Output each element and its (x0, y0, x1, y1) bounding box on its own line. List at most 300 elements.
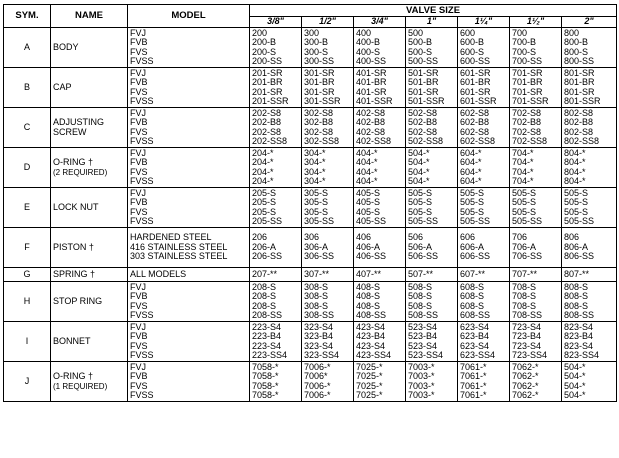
part-number: 204-* (252, 147, 274, 158)
part-number: 7058-* (252, 361, 279, 372)
part-number: 523-SS4 (408, 350, 444, 360)
part-number: 223-B4 (252, 331, 282, 341)
part-number: 704-* (512, 166, 534, 177)
part-number: 7006-* (304, 390, 331, 400)
part-number-cell (354, 188, 406, 228)
part-number: 301-SR (304, 86, 335, 97)
part-number: 408-S (356, 300, 381, 311)
part-name-line: BONNET (53, 335, 91, 346)
part-number: 504-* (564, 380, 586, 391)
table-row (4, 322, 617, 362)
part-number: 408-S (356, 291, 381, 301)
part-number: 505-SS (460, 216, 491, 226)
part-number: 700-SS (512, 56, 543, 66)
part-number-cell (250, 148, 302, 188)
table-row (4, 68, 617, 108)
part-number: 604-* (460, 176, 482, 186)
part-number-cell (562, 148, 617, 188)
model-cell (128, 28, 250, 68)
part-number: 405-S (356, 187, 381, 198)
part-number: 223-S4 (252, 321, 282, 332)
model-cell (128, 282, 250, 322)
part-number: 606-SS (460, 251, 491, 262)
part-number: 608-S (460, 291, 485, 301)
part-number-cell (354, 28, 406, 68)
part-number: 523-S4 (408, 321, 438, 332)
part-number: 505-S (564, 197, 589, 207)
part-number: 201-SSR (252, 96, 289, 106)
part-number: 306-SS (304, 251, 335, 262)
part-number-cell (406, 28, 458, 68)
part-number: 508-S (408, 281, 433, 292)
sym-cell: J (4, 362, 51, 402)
part-number: 604-* (460, 147, 482, 158)
part-number: 405-S (356, 206, 381, 217)
part-number: 323-B4 (304, 331, 334, 341)
part-number: 505-S (460, 206, 485, 217)
part-number: 708-SS (512, 310, 543, 320)
part-number: 307-** (304, 268, 330, 279)
part-number: 204-* (252, 157, 274, 167)
model-line: FVS (130, 206, 148, 217)
part-number: 708-S (512, 300, 537, 311)
part-number: 604-* (460, 157, 482, 167)
header-model: MODEL (128, 5, 250, 28)
model-line: FVS (130, 86, 148, 97)
part-number: 7003-* (408, 380, 435, 391)
model-line: FVS (130, 126, 148, 137)
part-number: 808-S (564, 300, 589, 311)
part-number: 801-BR (564, 77, 595, 87)
part-number: 7006* (304, 371, 328, 381)
part-number: 500-S (408, 46, 433, 57)
part-number: 206-A (252, 241, 277, 252)
table-row (4, 148, 617, 188)
part-name-line: (2 REQUIRED) (53, 167, 108, 177)
part-number: 505-S (512, 197, 537, 207)
part-number: 300-SS (304, 56, 335, 66)
part-name-cell (51, 68, 128, 108)
part-number: 423-SS4 (356, 350, 392, 360)
part-number: 7003-* (408, 390, 435, 400)
part-number: 800-SS (564, 56, 595, 66)
part-number: 808-S (564, 281, 589, 292)
part-number: 304-* (304, 157, 326, 167)
part-number: 423-B4 (356, 331, 386, 341)
part-number-cell (250, 188, 302, 228)
part-number: 301-SSR (304, 96, 341, 106)
part-number: 801-SSR (564, 96, 601, 106)
part-number: 7061-* (460, 380, 487, 391)
part-number: 801-SR (564, 86, 595, 97)
part-number-cell (250, 362, 302, 402)
part-number: 208-SS (252, 310, 283, 320)
part-number: 601-SR (460, 67, 491, 78)
part-number: 302-S8 (304, 107, 334, 118)
sym-cell: A (4, 28, 51, 68)
model-cell (128, 268, 250, 282)
part-number: 208-S (252, 300, 277, 311)
part-number: 505-S (460, 197, 485, 207)
part-name-cell (51, 108, 128, 148)
part-number: 201-BR (252, 77, 283, 87)
part-number: 502-S8 (408, 107, 438, 118)
part-name-line: O-RING † (53, 371, 94, 381)
sym-cell: H (4, 282, 51, 322)
part-number: 406-SS (356, 251, 387, 262)
part-number-cell (406, 268, 458, 282)
part-number: 206-SS (252, 251, 283, 262)
part-number: 202-S8 (252, 107, 282, 118)
part-number: 608-SS (460, 310, 491, 320)
part-number: 708-S (512, 281, 537, 292)
part-number: 700-B (512, 37, 537, 47)
part-number: 502-B8 (408, 117, 438, 127)
part-number: 208-S (252, 281, 277, 292)
part-number: 401-BR (356, 77, 387, 87)
part-number: 7062-* (512, 380, 539, 391)
part-number: 505-S (408, 206, 433, 217)
valve-parts-table (3, 4, 617, 402)
sym-cell: C (4, 108, 51, 148)
part-number-cell (302, 188, 354, 228)
part-number-cell (406, 188, 458, 228)
part-name-line: BODY (53, 41, 79, 52)
model-line: FVSS (130, 350, 154, 360)
table-row (4, 188, 617, 228)
part-number-cell (562, 68, 617, 108)
sym-cell: B (4, 68, 51, 108)
part-number: 723-SS4 (512, 350, 548, 360)
header-name: NAME (51, 5, 128, 28)
part-number-cell (354, 322, 406, 362)
part-number: 7062-* (512, 390, 539, 400)
part-number: 802-S8 (564, 107, 594, 118)
part-number: 405-S (356, 197, 381, 207)
part-number: 206 (252, 232, 268, 243)
part-number-cell (510, 362, 562, 402)
part-number: 504-* (564, 390, 586, 400)
part-number: 623-SS4 (460, 350, 496, 360)
model-line: FVJ (130, 361, 147, 372)
part-number: 508-S (408, 291, 433, 301)
size-header-2: 3/4" (354, 17, 406, 28)
part-number-cell (458, 108, 510, 148)
part-number: 205-S (252, 187, 277, 198)
part-number: 202-SS8 (252, 136, 288, 146)
part-number: 7006-* (304, 361, 331, 372)
part-number: 623-S4 (460, 340, 490, 351)
part-number: 501-SR (408, 67, 439, 78)
part-number: 501-SSR (408, 96, 445, 106)
part-name-cell (51, 28, 128, 68)
part-number: 500-SS (408, 56, 439, 66)
part-number: 706-SS (512, 251, 543, 262)
part-number: 602-SS8 (460, 136, 496, 146)
part-number: 602-B8 (460, 117, 490, 127)
part-number: 7025-* (356, 371, 383, 381)
part-number: 505-S (460, 187, 485, 198)
part-number-cell (406, 228, 458, 268)
part-number: 804-* (564, 166, 586, 177)
size-header-4: 1¹⁄₄" (458, 17, 510, 28)
part-number: 704-* (512, 176, 534, 186)
part-number: 306 (304, 232, 320, 243)
size-header-1: 1/2" (302, 17, 354, 28)
part-number-cell (510, 228, 562, 268)
part-number: 823-B4 (564, 331, 594, 341)
part-number-cell (458, 228, 510, 268)
part-number: 400 (356, 27, 372, 38)
part-number: 407-** (356, 268, 382, 279)
part-number: 808-S (564, 291, 589, 301)
part-number-cell (510, 322, 562, 362)
part-number-cell (250, 228, 302, 268)
part-number: 600-SS (460, 56, 491, 66)
part-number-cell (510, 148, 562, 188)
part-number: 205-S (252, 197, 277, 207)
part-number: 701-SR (512, 67, 543, 78)
model-line: FVB (130, 117, 148, 127)
part-number: 7025-* (356, 390, 383, 400)
part-number: 800-B (564, 37, 589, 47)
part-number-cell (562, 282, 617, 322)
sym-cell: G (4, 268, 51, 282)
model-line: FVJ (130, 321, 147, 332)
part-number-cell (354, 268, 406, 282)
part-number: 823-S4 (564, 321, 594, 332)
part-number: 523-B4 (408, 331, 438, 341)
part-number: 223-SS4 (252, 350, 288, 360)
part-number: 623-S4 (460, 321, 490, 332)
model-line: FVB (130, 197, 148, 207)
part-number: 602-S8 (460, 107, 490, 118)
part-number: 702-B8 (512, 117, 542, 127)
part-number-cell (406, 322, 458, 362)
model-line: FVS (130, 340, 148, 351)
part-number: 802-SS8 (564, 136, 600, 146)
part-number: 505-SS (512, 216, 543, 226)
part-number: 402-B8 (356, 117, 386, 127)
part-number: 402-S8 (356, 126, 386, 137)
part-number: 323-S4 (304, 340, 334, 351)
part-number: 504-* (408, 147, 430, 158)
part-number-cell (562, 28, 617, 68)
part-number: 502-S8 (408, 126, 438, 137)
header-sym: SYM. (4, 5, 51, 28)
model-line: FVS (130, 166, 148, 177)
part-number-cell (250, 322, 302, 362)
part-number: 400-S (356, 46, 381, 57)
part-number: 604-* (460, 166, 482, 177)
part-number-cell (458, 68, 510, 108)
part-number: 302-SS8 (304, 136, 340, 146)
part-number: 804-* (564, 157, 586, 167)
part-name-line: STOP RING (53, 295, 103, 306)
part-number: 7025-* (356, 380, 383, 391)
model-line: FVSS (130, 56, 154, 66)
part-number: 504-* (408, 166, 430, 177)
part-number: 504-* (408, 176, 430, 186)
part-number: 7025-* (356, 361, 383, 372)
model-line: FVS (130, 380, 148, 391)
part-number-cell (510, 68, 562, 108)
model-cell (128, 322, 250, 362)
part-number: 300-B (304, 37, 329, 47)
model-cell (128, 362, 250, 402)
model-line: FVB (130, 371, 148, 381)
part-number: 308-SS (304, 310, 335, 320)
part-number: 7062-* (512, 361, 539, 372)
part-number-cell (406, 108, 458, 148)
part-number-cell (250, 68, 302, 108)
part-number: 300-S (304, 46, 329, 57)
part-number: 305-S (304, 197, 329, 207)
part-number: 700 (512, 27, 528, 38)
part-number: 200-B (252, 37, 277, 47)
size-header-0: 3/8" (250, 17, 302, 28)
part-name-cell (51, 322, 128, 362)
part-number: 201-SR (252, 86, 283, 97)
part-number: 200-S (252, 46, 277, 57)
model-line: FVB (130, 331, 148, 341)
model-line: FVJ (130, 281, 147, 292)
model-cell (128, 68, 250, 108)
part-number-cell (250, 282, 302, 322)
part-number-cell (562, 268, 617, 282)
size-header-5: 1¹⁄₂" (510, 17, 562, 28)
parts-table-wrapper (3, 4, 617, 402)
table-row (4, 282, 617, 322)
part-number-cell (458, 282, 510, 322)
model-line: FVSS (130, 390, 154, 400)
part-number: 804-* (564, 147, 586, 158)
part-number: 701-SR (512, 86, 543, 97)
table-row (4, 108, 617, 148)
part-number: 301-SR (304, 67, 335, 78)
model-line: ALL MODELS (130, 268, 187, 279)
part-number-cell (406, 68, 458, 108)
part-number: 423-S4 (356, 340, 386, 351)
part-number: 607-** (460, 268, 486, 279)
part-number-cell (354, 68, 406, 108)
part-number-cell (302, 108, 354, 148)
model-line: FVSS (130, 216, 154, 226)
part-number: 704-* (512, 157, 534, 167)
part-number: 505-SS (408, 216, 439, 226)
part-name-cell (51, 268, 128, 282)
sym-cell: I (4, 322, 51, 362)
part-name-cell (51, 188, 128, 228)
part-number: 608-S (460, 300, 485, 311)
part-number: 806-A (564, 241, 589, 252)
part-number-cell (302, 68, 354, 108)
model-line: FVJ (130, 147, 147, 158)
part-number: 723-B4 (512, 331, 542, 341)
part-number: 305-S (304, 206, 329, 217)
part-number: 402-SS8 (356, 136, 392, 146)
part-name-line: ADJUSTING (53, 117, 105, 127)
part-number: 301-BR (304, 77, 335, 87)
part-number: 823-SS4 (564, 350, 600, 360)
part-number: 323-S4 (304, 321, 334, 332)
part-number: 501-SR (408, 86, 439, 97)
model-line: 416 STAINLESS STEEL (130, 241, 228, 252)
header-valve-size: VALVE SIZE (250, 5, 617, 17)
part-name-line: LOCK NUT (53, 201, 99, 212)
part-number: 808-SS (564, 310, 595, 320)
model-line: FVS (130, 300, 148, 311)
part-name-cell (51, 282, 128, 322)
model-line: FVSS (130, 136, 154, 146)
part-number: 800 (564, 27, 580, 38)
part-number: 408-S (356, 281, 381, 292)
part-number-cell (406, 148, 458, 188)
model-line: FVB (130, 37, 148, 47)
part-number: 202-S8 (252, 126, 282, 137)
part-number: 701-SSR (512, 96, 549, 106)
part-number: 502-SS8 (408, 136, 444, 146)
part-number: 505-S (564, 206, 589, 217)
part-number: 204-* (252, 176, 274, 186)
part-number-cell (562, 108, 617, 148)
part-number-cell (302, 228, 354, 268)
part-name-line: SPRING † (53, 268, 96, 279)
part-number-cell (406, 282, 458, 322)
part-number: 504-* (564, 371, 586, 381)
part-number: 507-** (408, 268, 434, 279)
part-number: 500-B (408, 37, 433, 47)
part-number: 404-* (356, 176, 378, 186)
part-number: 702-SS8 (512, 136, 548, 146)
part-number-cell (302, 148, 354, 188)
part-number: 208-S (252, 291, 277, 301)
part-number: 7003-* (408, 371, 435, 381)
part-name-line: CAP (53, 81, 72, 92)
part-name-line: SCREW (53, 126, 87, 137)
part-number-cell (562, 362, 617, 402)
sym-cell: F (4, 228, 51, 268)
part-number-cell (510, 108, 562, 148)
part-number: 505-S (408, 187, 433, 198)
part-number: 406-A (356, 241, 381, 252)
part-number: 504-* (564, 361, 586, 372)
size-header-6: 2" (562, 17, 617, 28)
model-line: FVJ (130, 107, 147, 118)
part-number: 704-* (512, 147, 534, 158)
part-number: 401-SSR (356, 96, 393, 106)
part-number: 308-S (304, 300, 329, 311)
model-line: FVSS (130, 176, 154, 186)
part-number: 623-B4 (460, 331, 490, 341)
part-number-cell (562, 228, 617, 268)
part-number: 7061-* (460, 371, 487, 381)
part-number: 800-S (564, 46, 589, 57)
part-number: 601-SR (460, 86, 491, 97)
part-number: 702-S8 (512, 107, 542, 118)
part-number-cell (562, 322, 617, 362)
part-number: 706-A (512, 241, 537, 252)
part-number: 7058-* (252, 380, 279, 391)
model-line: FVJ (130, 27, 147, 38)
part-number: 505-S (512, 206, 537, 217)
part-name-cell (51, 148, 128, 188)
part-number-cell (458, 188, 510, 228)
part-number: 823-S4 (564, 340, 594, 351)
part-number: 505-S (512, 187, 537, 198)
part-name-line: O-RING † (53, 157, 94, 167)
part-number: 501-BR (408, 77, 439, 87)
